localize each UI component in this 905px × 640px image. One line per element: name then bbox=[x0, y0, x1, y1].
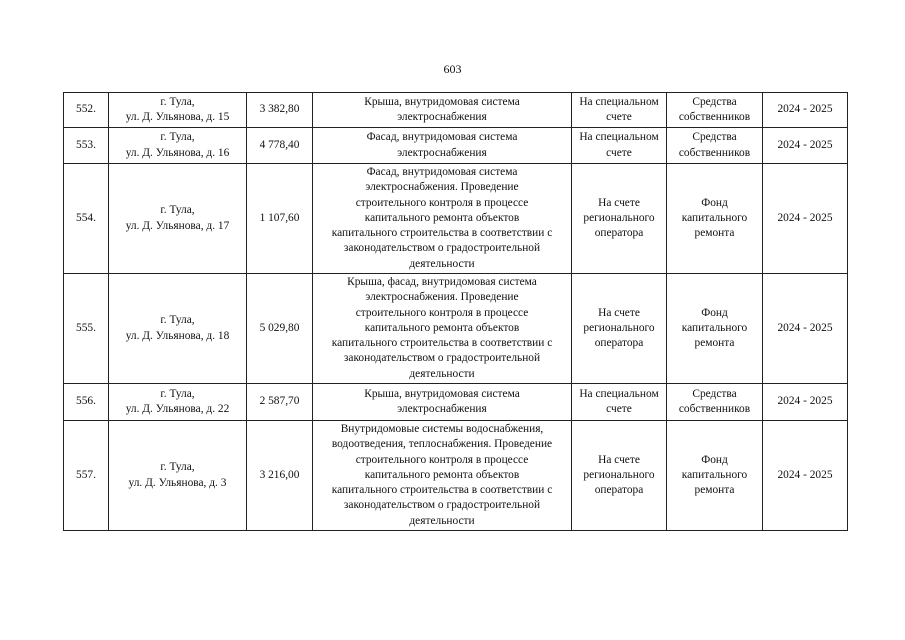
building-area: 3 216,00 bbox=[247, 421, 313, 531]
repair-schedule-table bbox=[63, 92, 848, 531]
building-address: г. Тула, ул. Д. Ульянова, д. 18 bbox=[109, 274, 247, 384]
repair-works: Внутридомовые системы водоснабжения, водоотведения, теплоснабжения. Проведение строительного контроля в процессе капитального ремонта объектов капитального строительства в соответствии с законодательством о градостроительной деятельности bbox=[313, 421, 572, 531]
repair-works: Фасад, внутридомовая система электроснабжения. Проведение строительного контроля в процессе капитального ремонта объектов капитального строительства в соответствии с законодательством о градостроительной деятельности bbox=[313, 164, 572, 274]
repair-works: Крыша, фасад, внутридомовая система электроснабжения. Проведение строительного контроля в процессе капитального ремонта объектов капитального строительства в соответствии с законодательством о градостроительной деятельности bbox=[313, 274, 572, 384]
building-address: г. Тула, ул. Д. Ульянова, д. 16 bbox=[109, 128, 247, 164]
row-number: 553. bbox=[64, 128, 109, 164]
fund-account: На счете регионального оператора bbox=[572, 421, 667, 531]
repair-works: Крыша, внутридомовая система электроснабжения bbox=[313, 93, 572, 128]
repair-works: Фасад, внутридомовая система электроснабжения bbox=[313, 128, 572, 164]
funding-source: Средства собственников bbox=[667, 128, 763, 164]
fund-account: На специальном счете bbox=[572, 384, 667, 421]
fund-account: На специальном счете bbox=[572, 93, 667, 128]
repair-period: 2024 - 2025 bbox=[763, 421, 848, 531]
table-row bbox=[64, 384, 848, 421]
building-address: г. Тула, ул. Д. Ульянова, д. 15 bbox=[109, 93, 247, 128]
fund-account: На специальном счете bbox=[572, 128, 667, 164]
funding-source: Средства собственников bbox=[667, 384, 763, 421]
repair-period: 2024 - 2025 bbox=[763, 384, 848, 421]
table-row bbox=[64, 164, 848, 274]
repair-period: 2024 - 2025 bbox=[763, 164, 848, 274]
row-number: 557. bbox=[64, 421, 109, 531]
row-number: 552. bbox=[64, 93, 109, 128]
repair-period: 2024 - 2025 bbox=[763, 128, 848, 164]
funding-source: Фонд капитального ремонта bbox=[667, 421, 763, 531]
building-area: 4 778,40 bbox=[247, 128, 313, 164]
repair-period: 2024 - 2025 bbox=[763, 93, 848, 128]
page-number: 603 bbox=[443, 62, 462, 76]
building-address: г. Тула, ул. Д. Ульянова, д. 22 bbox=[109, 384, 247, 421]
row-number: 556. bbox=[64, 384, 109, 421]
repair-period: 2024 - 2025 bbox=[763, 274, 848, 384]
funding-source: Средства собственников bbox=[667, 93, 763, 128]
table-row bbox=[64, 421, 848, 531]
building-area: 2 587,70 bbox=[247, 384, 313, 421]
building-area: 5 029,80 bbox=[247, 274, 313, 384]
funding-source: Фонд капитального ремонта bbox=[667, 164, 763, 274]
row-number: 554. bbox=[64, 164, 109, 274]
building-address: г. Тула, ул. Д. Ульянова, д. 3 bbox=[109, 421, 247, 531]
building-address: г. Тула, ул. Д. Ульянова, д. 17 bbox=[109, 164, 247, 274]
fund-account: На счете регионального оператора bbox=[572, 274, 667, 384]
table-row bbox=[64, 128, 848, 164]
table-row bbox=[64, 93, 848, 128]
building-area: 3 382,80 bbox=[247, 93, 313, 128]
repair-works: Крыша, внутридомовая система электроснабжения bbox=[313, 384, 572, 421]
table-row bbox=[64, 274, 848, 384]
building-area: 1 107,60 bbox=[247, 164, 313, 274]
row-number: 555. bbox=[64, 274, 109, 384]
funding-source: Фонд капитального ремонта bbox=[667, 274, 763, 384]
fund-account: На счете регионального оператора bbox=[572, 164, 667, 274]
